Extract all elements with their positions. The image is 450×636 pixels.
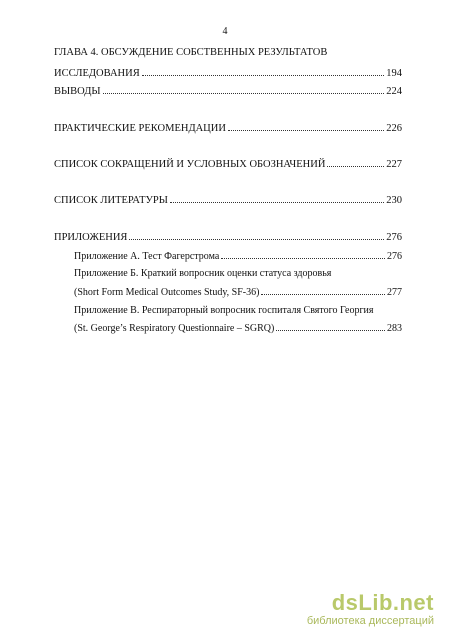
toc-page-number: 276 xyxy=(386,232,402,243)
watermark-logo: dsLib.net xyxy=(331,590,434,615)
toc-page-number: 277 xyxy=(387,287,402,298)
dot-leader xyxy=(129,239,384,240)
dot-leader xyxy=(142,75,385,76)
toc-page-number: 227 xyxy=(386,159,402,170)
dot-leader xyxy=(221,258,385,259)
toc-appendix-c-title: Приложение В. Респираторный вопросник госпиталя Святого Георгия xyxy=(74,305,374,316)
toc-references[interactable] xyxy=(54,194,402,207)
toc-entry-label: ПРАКТИЧЕСКИЕ РЕКОМЕНДАЦИИ xyxy=(54,123,226,134)
toc-entry-label: СПИСОК ЛИТЕРАТУРЫ xyxy=(54,195,168,206)
toc-practical-recommendations[interactable] xyxy=(54,122,402,135)
dot-leader xyxy=(170,202,384,203)
toc-appendix-b-title: Приложение Б. Краткий вопросник оценки статуса здоровья xyxy=(74,268,332,279)
toc-page-number: 230 xyxy=(386,195,402,206)
toc-entry-label: ГЛАВА 4. ОБСУЖДЕНИЕ СОБСТВЕННЫХ РЕЗУЛЬТАТОВ xyxy=(54,47,328,58)
toc-chapter4-title xyxy=(54,46,402,59)
watermark-subtitle: библиотека диссертаций xyxy=(306,615,434,627)
toc-page-number: 283 xyxy=(387,323,402,334)
dot-leader xyxy=(276,330,385,331)
toc-page-number: 224 xyxy=(386,86,402,97)
toc-entry-label: ПРИЛОЖЕНИЯ xyxy=(54,232,128,243)
toc-abbreviations[interactable] xyxy=(54,158,402,171)
toc-entry-label: Приложение А. Тест Фагерстрома xyxy=(74,251,220,262)
toc-appendix-b[interactable] xyxy=(74,286,402,299)
page-number: 4 xyxy=(222,26,228,37)
dot-leader xyxy=(103,93,385,94)
dot-leader xyxy=(327,166,384,167)
dot-leader xyxy=(261,294,385,295)
toc-conclusions[interactable] xyxy=(54,85,402,98)
toc-entry-label: ИССЛЕДОВАНИЯ xyxy=(54,68,140,79)
toc-appendices[interactable] xyxy=(54,231,402,244)
toc-page-number: 226 xyxy=(386,123,402,134)
toc-page-number: 276 xyxy=(387,251,402,262)
toc-appendix-c[interactable] xyxy=(74,322,402,335)
toc-chapter4[interactable] xyxy=(54,67,402,80)
toc-entry-label: (St. George’s Respiratory Questionnaire – SGRQ) xyxy=(74,323,275,334)
toc-page-number: 194 xyxy=(386,68,402,79)
toc-appendix-a[interactable] xyxy=(74,250,402,263)
toc-entry-label: ВЫВОДЫ xyxy=(54,86,101,97)
dot-leader xyxy=(228,130,384,131)
toc-entry-label: (Short Form Medical Outcomes Study, SF-36) xyxy=(74,287,260,298)
watermark xyxy=(307,591,434,628)
toc-entry-label: СПИСОК СОКРАЩЕНИЙ И УСЛОВНЫХ ОБОЗНАЧЕНИЙ xyxy=(54,159,326,170)
